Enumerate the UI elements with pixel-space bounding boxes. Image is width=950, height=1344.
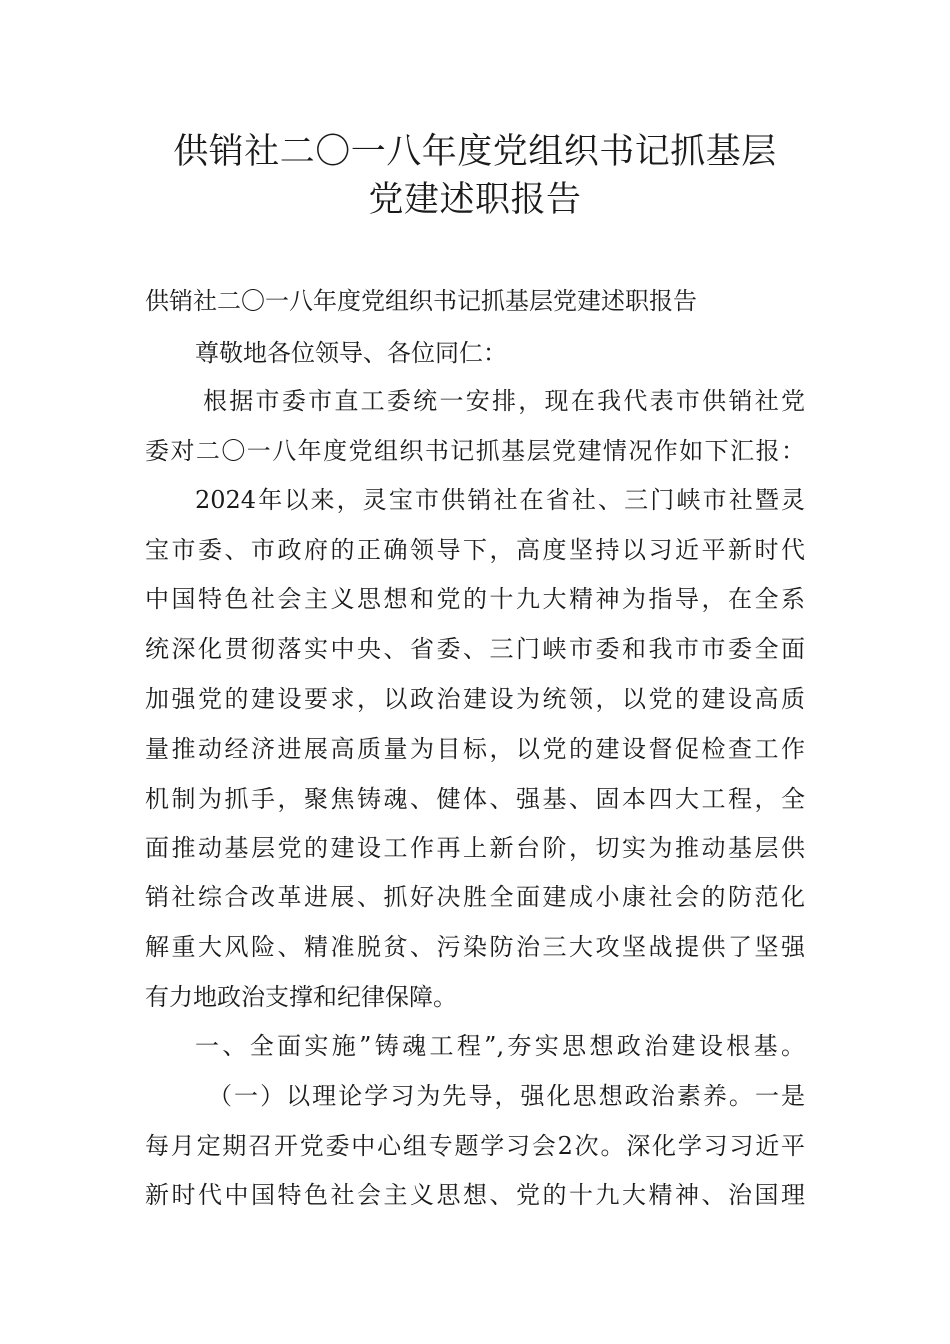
body-line: 机制为抓手，聚焦铸魂、健体、强基、固本四大工程，全 bbox=[145, 785, 805, 813]
body-subtitle: 供销社二〇一八年度党组织书记抓基层党建述职报告 bbox=[145, 287, 697, 315]
body-line: 根据市委市直工委统一安排，现在我代表市供销社党 bbox=[203, 387, 805, 415]
body-line: 每月定期召开党委中心组专题学习会2次。深化学习习近平 bbox=[145, 1132, 805, 1160]
document-title-line-1: 供销社二〇一八年度党组织书记抓基层 bbox=[173, 132, 777, 172]
body-line: 中国特色社会主义思想和党的十九大精神为指导，在全系 bbox=[145, 585, 805, 613]
body-salutation: 尊敬地各位领导、各位同仁： bbox=[195, 339, 507, 367]
body-line: 量推动经济进展高质量为目标，以党的建设督促检查工作 bbox=[145, 735, 805, 763]
body-line: 销社综合改革进展、抓好决胜全面建成小康社会的防范化 bbox=[145, 883, 805, 911]
body-line: 新时代中国特色社会主义思想、党的十九大精神、治国理 bbox=[145, 1181, 805, 1209]
body-line: （一）以理论学习为先导，强化思想政治素养。一是 bbox=[208, 1082, 805, 1110]
body-line: 有力地政治支撑和纪律保障。 bbox=[145, 983, 457, 1011]
document-title-line-2: 党建述职报告 bbox=[368, 180, 582, 220]
body-line: 统深化贯彻落实中央、省委、三门峡市委和我市市委全面 bbox=[145, 635, 805, 663]
section-heading: 一、全面实施”铸魂工程”,夯实思想政治建设根基。 bbox=[195, 1032, 805, 1060]
body-line: 解重大风险、精准脱贫、污染防治三大攻坚战提供了坚强 bbox=[145, 933, 805, 961]
body-line: 2024年以来，灵宝市供销社在省社、三门峡市社暨灵 bbox=[195, 486, 805, 514]
body-line: 面推动基层党的建设工作再上新台阶，切实为推动基层供 bbox=[145, 834, 805, 862]
body-line: 加强党的建设要求，以政治建设为统领，以党的建设高质 bbox=[145, 685, 805, 713]
body-line: 宝市委、市政府的正确领导下，高度坚持以习近平新时代 bbox=[145, 536, 805, 564]
body-line: 委对二〇一八年度党组织书记抓基层党建情况作如下汇报： bbox=[145, 437, 805, 465]
